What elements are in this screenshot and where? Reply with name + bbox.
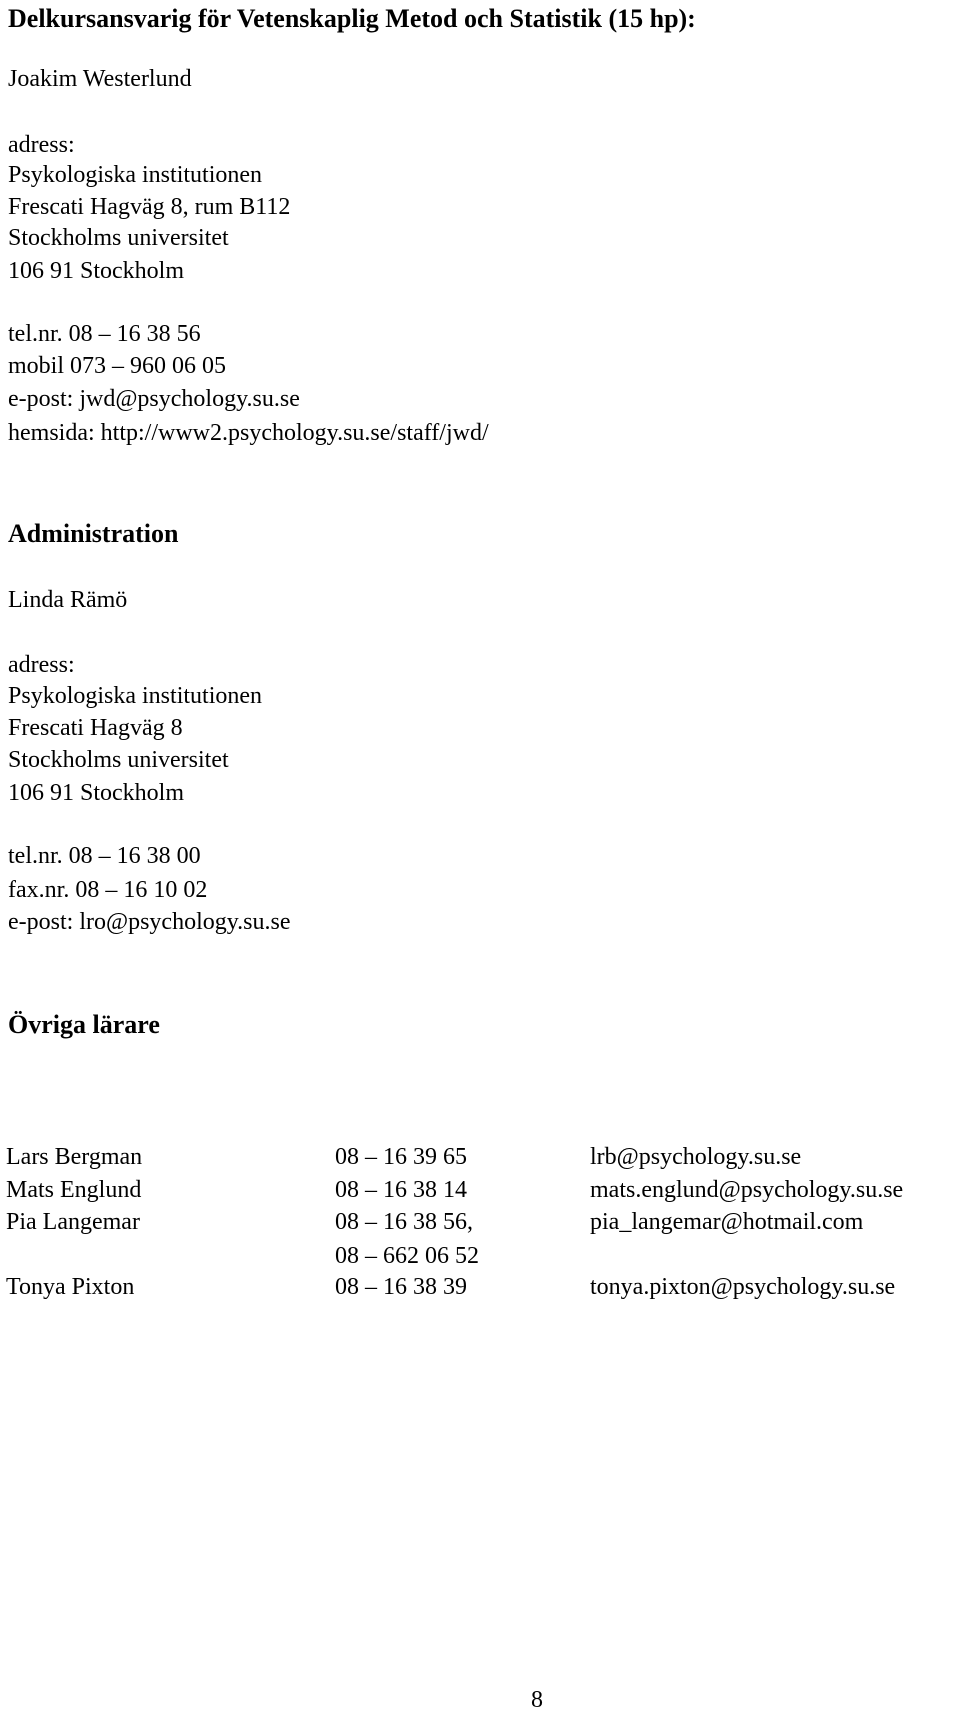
course-lead-heading: Delkursansvarig för Vetenskaplig Metod och Statistik (15 hp): <box>8 4 696 33</box>
course-lead-email: e-post: jwd@psychology.su.se <box>8 386 300 412</box>
teacher-name: Lars Bergman <box>6 1144 143 1170</box>
course-lead-phone: tel.nr. 08 – 16 38 56 <box>8 321 201 347</box>
page-number: 8 <box>531 1687 543 1713</box>
course-lead-address-line: 106 91 Stockholm <box>8 258 185 284</box>
course-lead-mobile: mobil 073 – 960 06 05 <box>8 353 227 379</box>
teacher-name: Mats Englund <box>6 1177 142 1203</box>
administration-address-line: Psykologiska institutionen <box>8 683 263 709</box>
administration-email: e-post: lro@psychology.su.se <box>8 909 291 935</box>
course-lead-address-line: Psykologiska institutionen <box>8 162 263 188</box>
teacher-name: Pia Langemar <box>6 1209 140 1235</box>
teacher-email: lrb@psychology.su.se <box>590 1144 802 1170</box>
teacher-phone: 08 – 16 38 39 <box>335 1274 467 1300</box>
administration-address-label: adress: <box>8 652 75 678</box>
administration-heading: Administration <box>8 519 179 548</box>
teacher-name: Tonya Pixton <box>6 1274 135 1300</box>
teacher-phone: 08 – 16 38 14 <box>335 1177 467 1203</box>
teacher-phone: 08 – 662 06 52 <box>335 1243 479 1269</box>
administration-address-line: Stockholms universitet <box>8 747 229 773</box>
teacher-email: mats.englund@psychology.su.se <box>590 1177 904 1203</box>
teacher-phone: 08 – 16 38 56, <box>335 1209 473 1235</box>
course-lead-homepage: hemsida: http://www2.psychology.su.se/staff/jwd/ <box>8 420 489 446</box>
other-teachers-heading: Övriga lärare <box>8 1010 160 1039</box>
administration-address-line: Frescati Hagväg 8 <box>8 715 183 741</box>
administration-phone: tel.nr. 08 – 16 38 00 <box>8 843 201 869</box>
teacher-phone: 08 – 16 39 65 <box>335 1144 467 1170</box>
administration-fax: fax.nr. 08 – 16 10 02 <box>8 877 208 903</box>
teacher-email: tonya.pixton@psychology.su.se <box>590 1274 896 1300</box>
administration-address-line: 106 91 Stockholm <box>8 780 185 806</box>
course-lead-address-label: adress: <box>8 132 75 158</box>
administration-name: Linda Rämö <box>8 587 128 613</box>
course-lead-name: Joakim Westerlund <box>8 66 192 92</box>
teacher-email: pia_langemar@hotmail.com <box>590 1209 864 1235</box>
course-lead-address-line: Stockholms universitet <box>8 225 229 251</box>
course-lead-address-line: Frescati Hagväg 8, rum B112 <box>8 194 291 220</box>
